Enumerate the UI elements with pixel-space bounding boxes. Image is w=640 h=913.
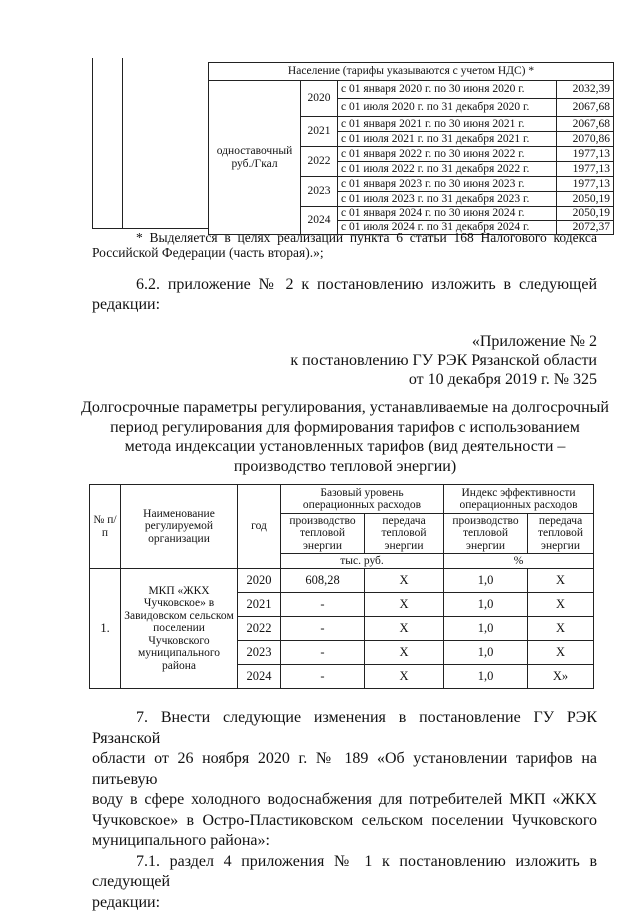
tariff-value: 1977,13: [557, 147, 614, 162]
tariff-unit: руб./Гкал: [231, 158, 277, 170]
period-cell: с 01 июля 2021 г. по 31 декабря 2021 г.: [338, 132, 557, 147]
params-title-line-3: метода индексации установленных тарифов (вид деятельности –: [80, 437, 610, 457]
item-7-line-3: воду в сфере холодного водоснабжения для потребителей МКП «ЖКХ: [92, 790, 597, 811]
header-base-transmission: передача тепловой энергии: [365, 514, 444, 554]
unit-percent: %: [444, 554, 594, 569]
tariff-value: 2067,68: [557, 99, 614, 117]
outer-table-left-border: [92, 58, 93, 229]
header-organization: Наименование регулируемой организации: [121, 485, 238, 569]
year-cell: 2024: [301, 207, 338, 235]
row-year: 2022: [238, 617, 281, 641]
params-table: [89, 484, 594, 689]
params-title-line-4: производство тепловой энергии): [80, 457, 610, 477]
header-index-transmission: передача тепловой энергии: [528, 514, 594, 554]
appendix-ref-line-1: «Приложение № 2: [92, 332, 597, 351]
base-transmission: Х: [365, 593, 444, 617]
item-7-line-5: муниципального района»:: [92, 831, 597, 852]
item-7-line-1: 7. Внести следующие изменения в постановление ГУ РЭК Рязанской: [92, 708, 597, 749]
organization-name: МКП «ЖКХ Чучковское» в Завидовском сельском поселении Чучковского муниципального района: [121, 569, 238, 689]
tariff-section-header: Население (тарифы указываются с учетом НДС) *: [209, 63, 614, 81]
index-production: 1,0: [444, 665, 528, 689]
row-num: 1.: [90, 569, 121, 689]
index-transmission: Х: [528, 617, 594, 641]
index-transmission: Х: [528, 641, 594, 665]
base-transmission: Х: [365, 617, 444, 641]
params-title-line-1: Долгосрочные параметры регулирования, устанавливаемые на долгосрочный: [80, 398, 610, 418]
tariff-value: 2050,19: [557, 207, 614, 221]
item-7-1-line-1: 7.1. раздел 4 приложения № 1 к постановлению изложить в следующей: [92, 852, 597, 893]
row-year: 2021: [238, 593, 281, 617]
item-6-2-line-2: редакции:: [92, 295, 597, 315]
row-year: 2023: [238, 641, 281, 665]
tariff-type-cell: [209, 81, 301, 235]
base-production: -: [281, 665, 365, 689]
appendix-ref-line-2: к постановлению ГУ РЭК Рязанской области: [92, 351, 597, 370]
row-year: 2024: [238, 665, 281, 689]
period-cell: с 01 января 2022 г. по 30 июня 2022 г.: [338, 147, 557, 162]
footnote-line-2: Российской Федерации (часть вторая).»;: [92, 245, 597, 260]
item-6-2-line-1: 6.2. приложение № 2 к постановлению изложить в следующей: [92, 275, 597, 295]
item-7-1-line-2: редакции:: [92, 893, 597, 913]
base-production: 608,28: [281, 569, 365, 593]
index-transmission: Х: [528, 593, 594, 617]
unit-thousand-rub: тыс. руб.: [281, 554, 444, 569]
year-cell: 2021: [301, 117, 338, 147]
appendix-reference: [92, 332, 597, 389]
item-7-line-2: области от 26 ноября 2020 г. № 189 «Об установлении тарифов на питьевую: [92, 749, 597, 790]
index-production: 1,0: [444, 593, 528, 617]
period-cell: с 01 июля 2023 г. по 31 декабря 2023 г.: [338, 192, 557, 207]
period-cell: с 01 января 2023 г. по 30 июня 2023 г.: [338, 177, 557, 192]
footnote-line-1: * Выделяется в целях реализации пункта 6 статьи 168 Налогового кодекса: [92, 230, 597, 245]
row-year: 2020: [238, 569, 281, 593]
tariff-value: 2072,37: [557, 221, 614, 235]
index-transmission: Х»: [528, 665, 594, 689]
index-transmission: Х: [528, 569, 594, 593]
item-7-line-4: Чучковское» в Остро-Пластиковском сельском поселении Чучковского: [92, 811, 597, 832]
period-cell: с 01 июля 2022 г. по 31 декабря 2022 г.: [338, 162, 557, 177]
outer-table-bottom-border: [92, 228, 209, 229]
appendix-ref-line-3: от 10 декабря 2019 г. № 325: [92, 370, 597, 389]
header-efficiency-index: Индекс эффективности операционных расходов: [444, 485, 594, 514]
index-production: 1,0: [444, 617, 528, 641]
header-year: год: [238, 485, 281, 569]
tariff-type: одноставочный: [217, 145, 292, 157]
period-cell: с 01 января 2020 г. по 30 июня 2020 г.: [338, 81, 557, 99]
period-cell: с 01 июля 2020 г. по 31 декабря 2020 г.: [338, 99, 557, 117]
base-production: -: [281, 641, 365, 665]
base-transmission: Х: [365, 641, 444, 665]
base-transmission: Х: [365, 569, 444, 593]
index-production: 1,0: [444, 641, 528, 665]
tariff-value: 2070,86: [557, 132, 614, 147]
tariff-value: 2050,19: [557, 192, 614, 207]
year-cell: 2022: [301, 147, 338, 177]
header-index-production: производство тепловой энергии: [444, 514, 528, 554]
period-cell: с 01 января 2024 г. по 30 июня 2024 г.: [338, 207, 557, 221]
footnote: [92, 230, 597, 260]
tariff-value: 2067,68: [557, 117, 614, 132]
item-6-2: [92, 275, 597, 315]
tariff-table: [208, 62, 614, 235]
base-production: -: [281, 617, 365, 641]
header-base-level: Базовый уровень операционных расходов: [281, 485, 444, 514]
item-7: [92, 708, 597, 913]
header-base-production: производство тепловой энергии: [281, 514, 365, 554]
tariff-value: 1977,13: [557, 177, 614, 192]
params-title-line-2: период регулирования для формирования тарифов с использованием: [80, 418, 610, 438]
tariff-value: 2032,39: [557, 81, 614, 99]
index-production: 1,0: [444, 569, 528, 593]
period-cell: с 01 января 2021 г. по 30 июня 2021 г.: [338, 117, 557, 132]
params-title: [80, 398, 610, 476]
base-transmission: Х: [365, 665, 444, 689]
base-production: -: [281, 593, 365, 617]
period-cell: с 01 июля 2024 г. по 31 декабря 2024 г.: [338, 221, 557, 235]
header-num: № п/п: [90, 485, 121, 569]
outer-table-inner-border: [122, 58, 123, 229]
tariff-value: 1977,13: [557, 162, 614, 177]
year-cell: 2023: [301, 177, 338, 207]
year-cell: 2020: [301, 81, 338, 117]
